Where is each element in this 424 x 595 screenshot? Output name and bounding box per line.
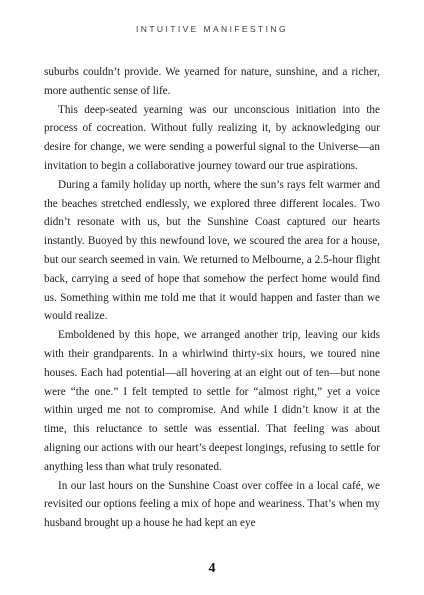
running-head: INTUITIVE MANIFESTING (136, 24, 288, 34)
paragraph-1: suburbs couldn’t provide. We yearned for nature, sunshine, and a richer, more authentic sense of life. (44, 66, 380, 97)
paragraph-2: This deep-seated yearning was our unconscious initiation into the process of cocreation. Without fully realizing it, by acknowledging our desire for change, we were sending a powerful signal to the Universe—an invitation to begin a collaborative journey toward our true aspirations. (44, 103, 380, 172)
page-number: 4 (208, 561, 216, 576)
paragraph-4: Emboldened by this hope, we arranged another trip, leaving our kids with their grandparents. In a whirlwind thirty-six hours, we toured nine houses. Each had potential—all hovering at an eight out of ten—but none were “the one.” I felt tempted to settle for “almost right,” yet a voice within urged me not to compromise. And while I didn’t know it at the time, this reluctance to settle was essential. That feeling was about aligning our actions with our heart’s deepest longings, refusing to settle for anything less than what truly resonated. (44, 329, 380, 473)
body-text (44, 63, 380, 533)
paragraph-3: During a family holiday up north, where the sun’s rays felt warmer and the beaches stretched endlessly, we explored three different locales. Two didn’t resonate with us, but the Sunshine Coast captured our hearts instantly. Buoyed by this newfound love, we scoured the area for a house, but our search seemed in vain. We returned to Melbourne, a 2.5-hour flight back, carrying a seed of hope that somehow the perfect home would find us. Something within me told me that it would happen and faster than we would realize. (44, 178, 380, 323)
paragraph-5: In our last hours on the Sunshine Coast over coffee in a local café, we revisited our options feeling a mix of hope and weariness. That’s when my husband brought up a house he had kept an eye (44, 479, 380, 530)
